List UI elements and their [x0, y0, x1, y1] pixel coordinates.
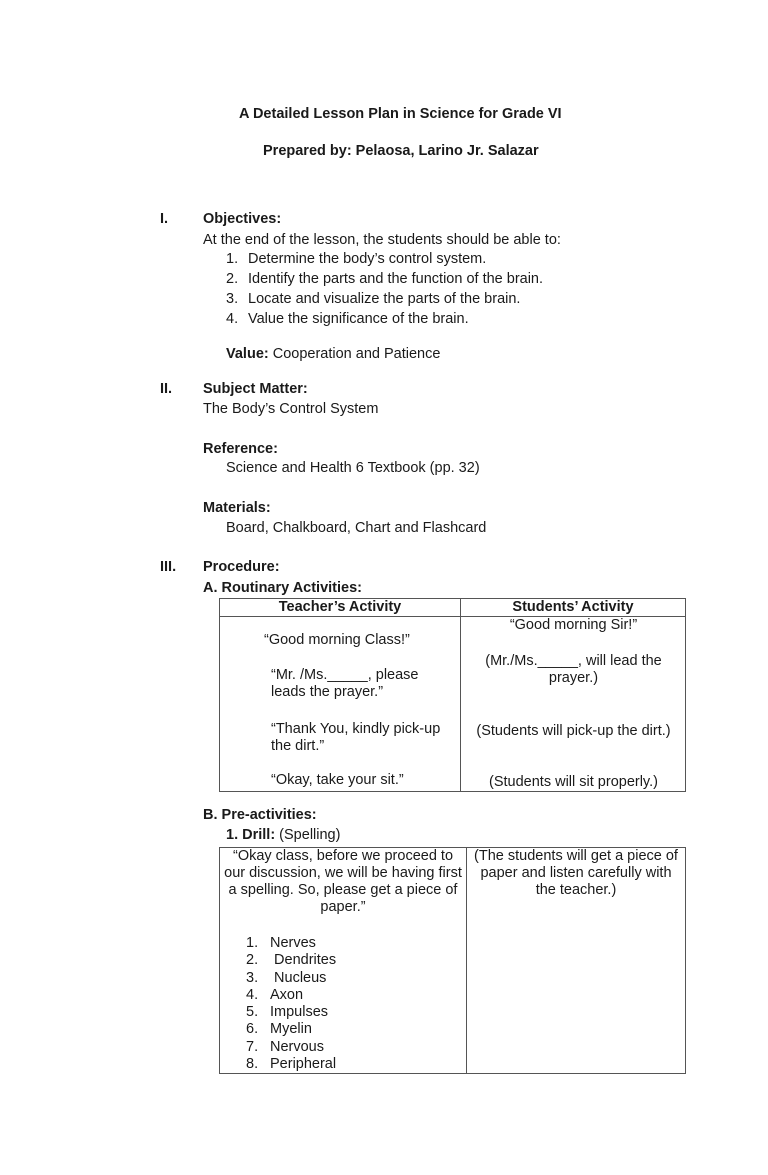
reference-text: Science and Health 6 Textbook (pp. 32)	[226, 460, 480, 476]
list-item: 4. Axon	[246, 986, 304, 1003]
subject-text: The Body’s Control System	[203, 401, 379, 417]
student-line: “Good morning Sir!”	[509, 617, 638, 633]
table-header-students: Students’ Activity	[461, 599, 686, 617]
student-line: (Students will pick-up the dirt.)	[476, 723, 671, 739]
section-numeral: III.	[160, 559, 177, 575]
section-heading-procedure: Procedure:	[203, 559, 280, 575]
drill-heading: 1. Drill: (Spelling)	[226, 827, 341, 843]
materials-label: Materials:	[203, 500, 271, 516]
student-line: (Students will sit properly.)	[489, 774, 658, 790]
objectives-intro: At the end of the lesson, the students should be able to:	[203, 232, 561, 248]
section-numeral: II.	[160, 381, 173, 397]
objective-item: 4. Value the significance of the brain.	[226, 311, 469, 327]
list-item: 1. Nerves	[246, 935, 316, 951]
list-item: 6. Myelin	[246, 1021, 312, 1038]
drill-student-text: (The students will get a piece of paper and listen carefully with the teacher.)	[474, 848, 678, 898]
drill-teacher-text: “Okay class, before we proceed to our discussion, we will be having first a spelling. So, please get a piece of paper.”	[224, 848, 462, 915]
pre-activities-heading: B. Pre-activities:	[203, 807, 317, 823]
list-item: 7. Nervous	[246, 1038, 324, 1055]
student-activity-cell	[461, 617, 686, 792]
objective-item: 1. Determine the body’s control system.	[226, 251, 487, 267]
objective-item: 3. Locate and visualize the parts of the brain.	[226, 291, 521, 307]
section-heading-objectives: Objectives:	[203, 211, 282, 227]
list-item: 2. Dendrites	[246, 952, 337, 969]
drill-student-cell	[467, 848, 686, 1074]
list-item: 8. Peripheral	[246, 1056, 337, 1073]
document-title: A Detailed Lesson Plan in Science for Grade VI	[239, 106, 562, 122]
value-statement: Value: Cooperation and Patience	[226, 346, 441, 362]
materials-text: Board, Chalkboard, Chart and Flashcard	[226, 520, 487, 536]
teacher-line: “Thank You, kindly pick-up	[271, 721, 441, 737]
teacher-line: the dirt.”	[271, 738, 325, 754]
routinary-table	[219, 598, 686, 792]
teacher-line: “Good morning Class!”	[264, 632, 410, 648]
section-numeral: I.	[160, 211, 169, 227]
teacher-line: “Mr. /Ms._____, please	[271, 667, 419, 683]
drill-teacher-cell	[220, 848, 467, 1074]
student-line: prayer.)	[548, 670, 599, 686]
list-item: 5. Impulses	[246, 1004, 329, 1021]
prepared-by: Prepared by: Pelaosa, Larino Jr. Salazar	[263, 143, 539, 159]
section-heading-subject-matter: Subject Matter:	[203, 381, 308, 397]
student-line: (Mr./Ms._____, will lead the	[485, 653, 662, 669]
teacher-line: leads the prayer.”	[271, 684, 384, 700]
list-item: 3. Nucleus	[246, 969, 327, 986]
objective-item: 2. Identify the parts and the function of the brain.	[226, 271, 544, 287]
teacher-activity-cell	[220, 617, 461, 792]
table-header-teacher: Teacher’s Activity	[220, 599, 461, 617]
teacher-line: “Okay, take your sit.”	[271, 772, 404, 788]
drill-table	[219, 847, 686, 1074]
reference-label: Reference:	[203, 441, 278, 457]
spelling-word-list	[246, 935, 336, 1073]
routinary-heading: A. Routinary Activities:	[203, 580, 362, 596]
